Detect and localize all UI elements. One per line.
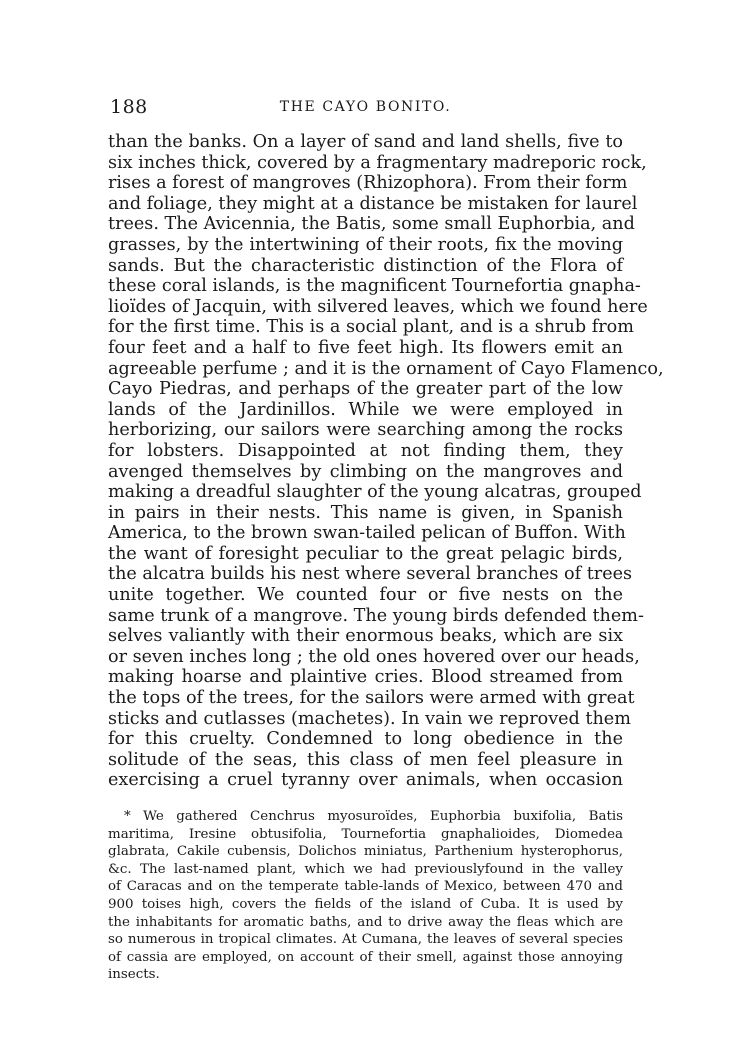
body-text: [108, 132, 664, 791]
footnote-line: &c. The last-named plant, which we had previouslyfound in the valley: [108, 861, 623, 877]
footnote-line: of Caracas and on the temperate table-lands of Mexico, between 470 and: [108, 879, 623, 895]
body-line: sands. But the characteristic distinction of the Flora of: [108, 255, 623, 276]
body-line: herborizing, our sailors were searching among the rocks: [108, 420, 623, 441]
body-line: than the banks. On a layer of sand and land shells, five to: [108, 132, 623, 152]
body-line: solitude of the seas, this class of men feel pleasure in: [108, 749, 623, 770]
body-line: the tops of the trees, for the sailors were armed with great: [108, 688, 635, 709]
body-line: or seven inches long ; the old ones hovered over our heads,: [108, 646, 640, 667]
body-line: these coral islands, is the magnificent Tournefortia gnapha-: [108, 276, 641, 297]
body-line: same trunk of a mangrove. The young birds defended them-: [108, 605, 644, 626]
body-line: lands of the Jardinillos. While we were employed in: [108, 399, 623, 420]
running-head: [108, 96, 623, 122]
footnote-line: insects.: [108, 967, 160, 983]
body-line: rises a forest of mangroves (Rhizophora). From their form: [108, 173, 628, 194]
running-title: THE CAYO BONITO.: [279, 99, 452, 115]
body-line: lioïdes of Jacquin, with silvered leaves, which we found here: [108, 296, 648, 317]
footnote-line: * We gathered Cenchrus myosuroïdes, Euphorbia buxifolia, Batis: [124, 809, 623, 824]
footnote: [108, 808, 623, 984]
footnote-line: 900 toises high, covers the fields of the island of Cuba. It is used by: [108, 896, 623, 912]
body-line: exercising a cruel tyranny over animals, when occasion: [108, 770, 623, 791]
body-line: for the first time. This is a social plant, and is a shrub from: [108, 317, 634, 338]
footnote-line: the inhabitants for aromatic baths, and to drive away the fleas which are: [108, 914, 623, 930]
body-line: making a dreadful slaughter of the young alcatras, grouped: [108, 482, 642, 503]
footnote-line: of cassia are employed, on account of their smell, against those annoying: [108, 949, 623, 965]
body-line: making hoarse and plaintive cries. Blood streamed from: [108, 667, 623, 688]
body-line: agreeable perfume ; and it is the ornament of Cayo Flamenco,: [108, 358, 664, 379]
body-line: America, to the brown swan-tailed pelican of Buffon. With: [108, 523, 626, 544]
body-line: unite together. We counted four or five nests on the: [108, 585, 623, 606]
body-line: six inches thick, covered by a fragmentary madreporic rock,: [108, 152, 647, 173]
footnote-line: glabrata, Cakile cubensis, Dolichos miniatus, Parthenium hysterophorus,: [108, 844, 623, 860]
body-line: for lobsters. Disappointed at not finding them, they: [108, 440, 623, 461]
body-line: and foliage, they might at a distance be mistaken for laurel: [108, 193, 638, 214]
body-line: grasses, by the intertwining of their roots, fix the moving: [108, 234, 623, 255]
page-number: 188: [110, 96, 148, 118]
body-line: four feet and a half to five feet high. Its flowers emit an: [108, 337, 623, 358]
body-line: selves valiantly with their enormous beaks, which are six: [108, 626, 623, 647]
body-line: sticks and cutlasses (machetes). In vain we reproved them: [108, 708, 631, 729]
body-line: for this cruelty. Condemned to long obedience in the: [108, 729, 623, 750]
body-line: the alcatra builds his nest where several branches of trees: [108, 564, 633, 585]
book-page: [108, 96, 664, 984]
body-line: trees. The Avicennia, the Batis, some small Euphorbia, and: [108, 214, 635, 235]
body-line: the want of foresight peculiar to the great pelagic birds,: [108, 543, 623, 564]
footnote-line: so numerous in tropical climates. At Cumana, the leaves of several species: [108, 932, 623, 948]
body-line: Cayo Piedras, and perhaps of the greater part of the low: [108, 379, 623, 400]
body-line: in pairs in their nests. This name is given, in Spanish: [108, 502, 623, 523]
body-line: avenged themselves by climbing on the mangroves and: [108, 461, 623, 482]
footnote-line: maritima, Iresine obtusifolia, Tournefortia gnaphalioides, Diomedea: [108, 826, 623, 842]
